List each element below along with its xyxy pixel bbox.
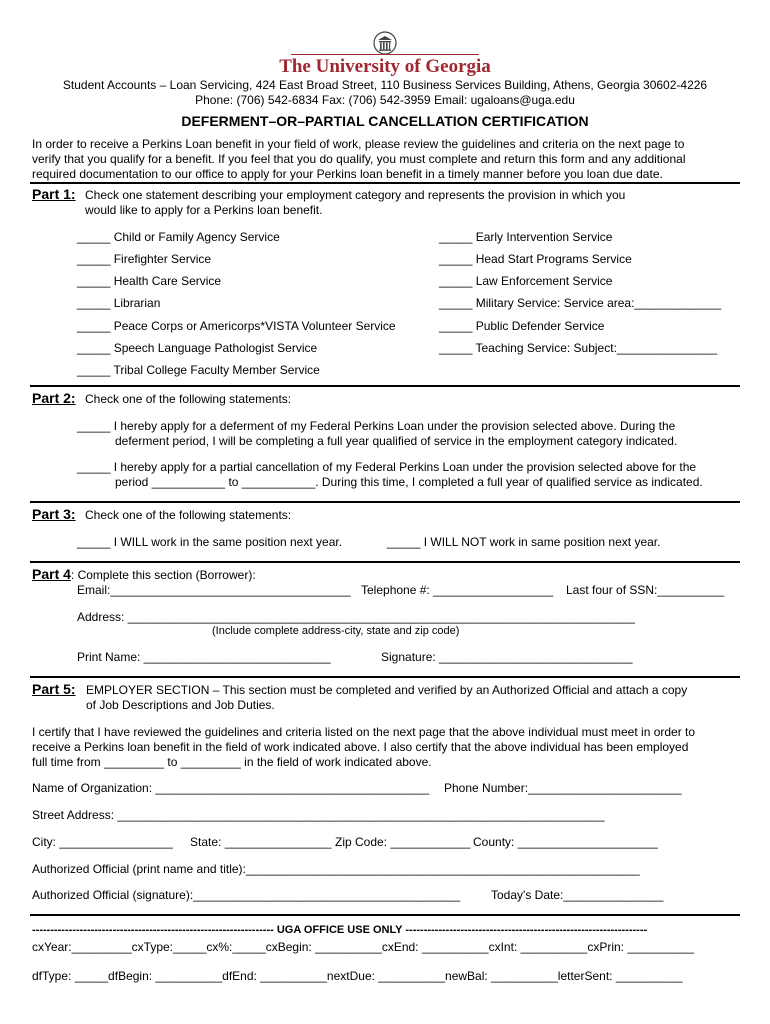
divider [30, 182, 740, 184]
office-row-1: cxYear:_________cxType:_____cx%:_____cxBegin: __________cxEnd: __________cxInt: __________cxPrin: __________ [32, 940, 695, 954]
form-title: DEFERMENT–OR–PARTIAL CANCELLATION CERTIFICATION [181, 113, 589, 129]
option-peace-corps[interactable]: _____ Peace Corps or Americorps*VISTA Volunteer Service [77, 319, 396, 333]
option-speech[interactable]: _____ Speech Language Pathologist Service [77, 341, 318, 355]
option-teaching[interactable]: _____ Teaching Service: Subject:_______________ [439, 341, 718, 355]
part4-label: Part 4 [32, 566, 71, 582]
organization-field[interactable]: Name of Organization: _________________________________________ [32, 781, 430, 795]
part5-instruction: EMPLOYER SECTION – This section must be completed and verified by an Authorized Official and attach a copy [86, 683, 688, 697]
address-note: (Include complete address-city, state and zip code) [212, 625, 460, 637]
telephone-field[interactable]: Telephone #: __________________ [361, 583, 554, 597]
certification-line-1: I certify that I have reviewed the guidelines and criteria listed on the next page that the above individual must meet in order to [32, 725, 696, 739]
option-will-work[interactable]: _____ I WILL work in the same position next year. [77, 535, 343, 549]
intro-line-2: verify that you qualify for a benefit. If you feel that you do qualify, you must complete and return this form and any additional [32, 152, 686, 166]
print-name-field[interactable]: Print Name: ____________________________ [77, 650, 331, 664]
part3-instruction: Check one of the following statements: [85, 508, 292, 522]
part4-header [32, 566, 256, 582]
todays-date-field[interactable]: Today's Date:_______________ [491, 888, 664, 902]
option-deferment-cont: deferment period, I will be completing a full year qualified of service in the employment category indicated. [115, 434, 678, 448]
zip-field[interactable]: Zip Code: ____________ [335, 835, 471, 849]
divider [30, 501, 740, 503]
official-name-field[interactable]: Authorized Official (print name and title):___________________________________________________________ [32, 862, 640, 876]
city-field[interactable]: City: _________________ [32, 835, 173, 849]
part2-instruction: Check one of the following statements: [85, 392, 292, 406]
divider [30, 385, 740, 387]
divider [30, 561, 740, 563]
county-field[interactable]: County: _____________________ [473, 835, 658, 849]
arch-icon [373, 31, 397, 55]
office-address: Student Accounts – Loan Servicing, 424 East Broad Street, 110 Business Services Building, Athens, Georgia 30602-4226 [62, 78, 708, 92]
organization-phone-field[interactable]: Phone Number:_______________________ [444, 781, 682, 795]
signature-field[interactable]: Signature: _____________________________ [381, 650, 633, 664]
part5-label: Part 5: [32, 681, 76, 697]
part3-label: Part 3: [32, 506, 76, 522]
option-child-family[interactable]: _____ Child or Family Agency Service [77, 230, 280, 244]
logo-rule [291, 54, 479, 55]
option-firefighter[interactable]: _____ Firefighter Service [77, 252, 212, 266]
part2-label: Part 2: [32, 390, 76, 406]
option-partial-cancellation-cont[interactable]: period ___________ to ___________. During this time, I completed a full year of qualified service as indicated. [115, 475, 703, 489]
option-health-care[interactable]: _____ Health Care Service [77, 274, 222, 288]
office-use-heading: ------------------------------------------------------------------ UGA OFFICE USE ONLY ------------------------------------------------------------------ [32, 924, 648, 936]
official-signature-field[interactable]: Authorized Official (signature):________________________________________ [32, 888, 461, 902]
part4-instruction: : Complete this section (Borrower): [70, 568, 256, 582]
office-contact: Phone: (706) 542-6834 Fax: (706) 542-3959 Email: ugaloans@uga.edu [195, 93, 575, 107]
option-librarian[interactable]: _____ Librarian [77, 296, 161, 310]
option-early-intervention[interactable]: _____ Early Intervention Service [439, 230, 613, 244]
intro-line-3: required documentation to our office to apply for your Perkins loan benefit in a timely manner before you loan due date. [32, 167, 663, 181]
option-deferment[interactable]: _____ I hereby apply for a deferment of my Federal Perkins Loan under the provision selected above. During the [77, 419, 676, 433]
option-military[interactable]: _____ Military Service: Service area:_____________ [439, 296, 722, 310]
ssn-field[interactable]: Last four of SSN:__________ [566, 583, 725, 597]
part5-instruction-2: of Job Descriptions and Job Duties. [86, 698, 275, 712]
part1-instruction-2: would like to apply for a Perkins loan benefit. [85, 203, 323, 217]
divider [30, 914, 740, 916]
option-partial-cancellation[interactable]: _____ I hereby apply for a partial cancellation of my Federal Perkins Loan under the provision selected above for the [77, 460, 697, 474]
option-head-start[interactable]: _____ Head Start Programs Service [439, 252, 632, 266]
address-field[interactable]: Address: ____________________________________________________________________________ [77, 610, 635, 624]
part1-instruction: Check one statement describing your employment category and represents the provision in which you [85, 188, 626, 202]
state-field[interactable]: State: ________________ [190, 835, 332, 849]
divider [30, 676, 740, 678]
intro-line-1: In order to receive a Perkins Loan benefit in your field of work, please review the guidelines and criteria on the next page to [32, 137, 685, 151]
certification-line-2: receive a Perkins loan benefit in the field of work indicated above. I also certify that the above individual has been employed [32, 740, 689, 754]
part1-label: Part 1: [32, 186, 76, 202]
office-row-2: dfType: _____dfBegin: __________dfEnd: __________nextDue: __________newBal: __________letterSent: __________ [32, 969, 683, 983]
option-will-not-work[interactable]: _____ I WILL NOT work in same position next year. [387, 535, 661, 549]
email-field[interactable]: Email:____________________________________ [77, 583, 351, 597]
certification-line-3[interactable]: full time from _________ to _________ in the field of work indicated above. [32, 755, 432, 769]
option-public-defender[interactable]: _____ Public Defender Service [439, 319, 605, 333]
option-law-enforcement[interactable]: _____ Law Enforcement Service [439, 274, 613, 288]
option-tribal[interactable]: _____ Tribal College Faculty Member Service [77, 363, 320, 377]
university-name: The University of Georgia [279, 56, 491, 77]
street-address-field[interactable]: Street Address: _________________________________________________________________________ [32, 808, 605, 822]
